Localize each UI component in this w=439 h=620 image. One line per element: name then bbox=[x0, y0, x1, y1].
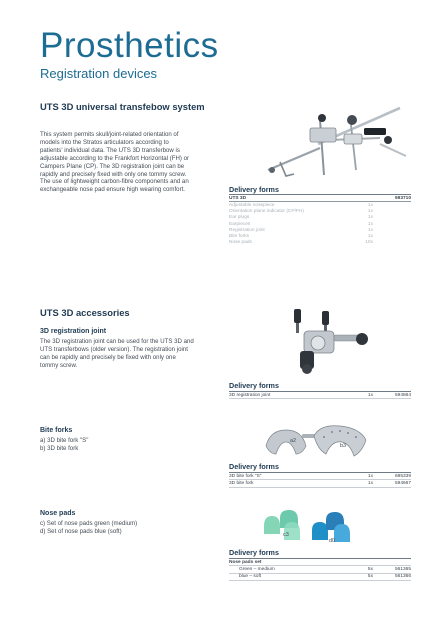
description-line: tommy screw. bbox=[40, 361, 78, 369]
article-number: 594667 bbox=[394, 481, 411, 487]
description-line: a) 3D bite fork "S" bbox=[40, 437, 89, 444]
description-line: Campers Plane (CP). The 3D registration joint can be bbox=[40, 162, 185, 170]
item-name: 3D registration joint bbox=[229, 392, 271, 398]
description-line: rapidly and precisely fixed with only one tommy screw. bbox=[40, 170, 187, 178]
delivery-forms-heading: Delivery forms bbox=[229, 548, 279, 557]
table-row bbox=[229, 473, 411, 480]
bite-forks-heading: Bite forks bbox=[40, 427, 73, 434]
page-subtitle: Registration devices bbox=[40, 66, 158, 81]
table-row bbox=[229, 574, 411, 581]
table-row bbox=[229, 480, 411, 487]
registration-joint-image bbox=[282, 303, 374, 377]
item-name: 3D bite fork "S" bbox=[229, 473, 262, 479]
description-line: The use of lightweight carbon-fibre components and an bbox=[40, 178, 189, 186]
item-qty: 1x bbox=[367, 392, 373, 398]
registration-joint-heading: 3D registration joint bbox=[40, 328, 107, 335]
description-line: The 3D registration joint can be used for the UTS 3D and bbox=[40, 338, 194, 345]
item-name: Nose pads bbox=[229, 240, 252, 246]
item-qty: 10x bbox=[365, 240, 373, 246]
item-name: 3D bite fork bbox=[229, 481, 254, 487]
item-qty: 1x bbox=[367, 473, 373, 479]
table-row bbox=[229, 392, 411, 399]
description-line: c) Set of nose pads green (medium) bbox=[40, 520, 138, 527]
item-name: Earpieces bbox=[229, 221, 251, 227]
item-qty: 5x bbox=[367, 574, 373, 580]
item-name: Ear plugs bbox=[229, 215, 250, 221]
description-line: adjustable according to the Frankfort Horizontal (FH) or bbox=[40, 154, 190, 162]
article-number: 561365 bbox=[394, 567, 411, 573]
transferbow-image bbox=[260, 100, 412, 186]
description-line: models into the Stratos articulators according to bbox=[40, 138, 169, 146]
description-line: patients' individual data. The UTS 3D transferbow is bbox=[40, 146, 180, 154]
item-qty: 1x bbox=[367, 202, 373, 208]
article-number: 593710 bbox=[394, 195, 411, 201]
description-line: d) Set of nose pads blue (soft) bbox=[40, 527, 122, 535]
nose-pad-label-c: c3 bbox=[283, 532, 289, 538]
delivery-forms-heading: Delivery forms bbox=[229, 185, 279, 194]
nose-pad-label-d: d0 bbox=[329, 538, 336, 544]
registration-joint-delivery-table bbox=[229, 391, 411, 399]
section-heading-accessories: UTS 3D accessories bbox=[40, 307, 130, 318]
registration-joint-description bbox=[40, 338, 235, 370]
item-qty: 5x bbox=[367, 567, 373, 573]
bite-forks-image bbox=[262, 424, 374, 460]
nose-pads-image bbox=[260, 506, 356, 546]
uts-system-description bbox=[40, 131, 235, 194]
bite-forks-delivery-table bbox=[229, 472, 411, 488]
article-number: 685339 bbox=[394, 473, 411, 479]
item-name: Green – medium bbox=[239, 567, 275, 573]
item-qty: 1x bbox=[367, 227, 373, 233]
article-number: 561366 bbox=[394, 574, 411, 580]
product-name: UTS 3D bbox=[229, 195, 247, 201]
item-qty: 1x bbox=[367, 233, 373, 239]
table-row bbox=[229, 566, 411, 573]
uts-system-delivery-table bbox=[229, 194, 411, 246]
item-name: Orientation plane indicator (CP/FH) bbox=[229, 209, 304, 215]
description-line: UTS transferbows (older version). The registration joint bbox=[40, 345, 188, 353]
bite-fork-label-b: b3 bbox=[340, 443, 347, 449]
nose-pads-heading: Nose pads bbox=[40, 510, 76, 517]
description-line: b) 3D bite fork bbox=[40, 444, 79, 452]
section-heading-uts-system: UTS 3D universal transfebow system bbox=[40, 101, 205, 112]
item-name: blue – soft bbox=[239, 574, 262, 580]
description-line: This system permits skull/joint-related orientation of bbox=[40, 131, 179, 138]
item-qty: 1x bbox=[367, 209, 373, 215]
nose-pads-delivery-table bbox=[229, 558, 411, 581]
description-line: can be rapidly and precisely be fixed with only one bbox=[40, 353, 176, 361]
group-name: Nose pads set bbox=[229, 559, 262, 565]
table-row bbox=[229, 559, 411, 566]
delivery-forms-heading: Delivery forms bbox=[229, 381, 279, 390]
item-name: Bite forks bbox=[229, 233, 249, 239]
item-qty: 1x bbox=[367, 481, 373, 487]
description-line: exchangeable nose pad ensure high wearing comfort. bbox=[40, 186, 185, 194]
bite-forks-description bbox=[40, 437, 220, 453]
table-row bbox=[229, 240, 411, 246]
page-title: Prosthetics bbox=[40, 26, 219, 65]
delivery-forms-heading: Delivery forms bbox=[229, 462, 279, 471]
item-qty: 1x bbox=[367, 215, 373, 221]
item-qty: 1x bbox=[367, 221, 373, 227]
item-name: Registration joint bbox=[229, 227, 265, 233]
nose-pads-description bbox=[40, 520, 220, 536]
bite-fork-label-a: a2 bbox=[290, 438, 297, 444]
item-name: Adjustable nosepiece bbox=[229, 202, 275, 208]
article-number: 594864 bbox=[394, 392, 411, 398]
table-row bbox=[229, 195, 411, 202]
